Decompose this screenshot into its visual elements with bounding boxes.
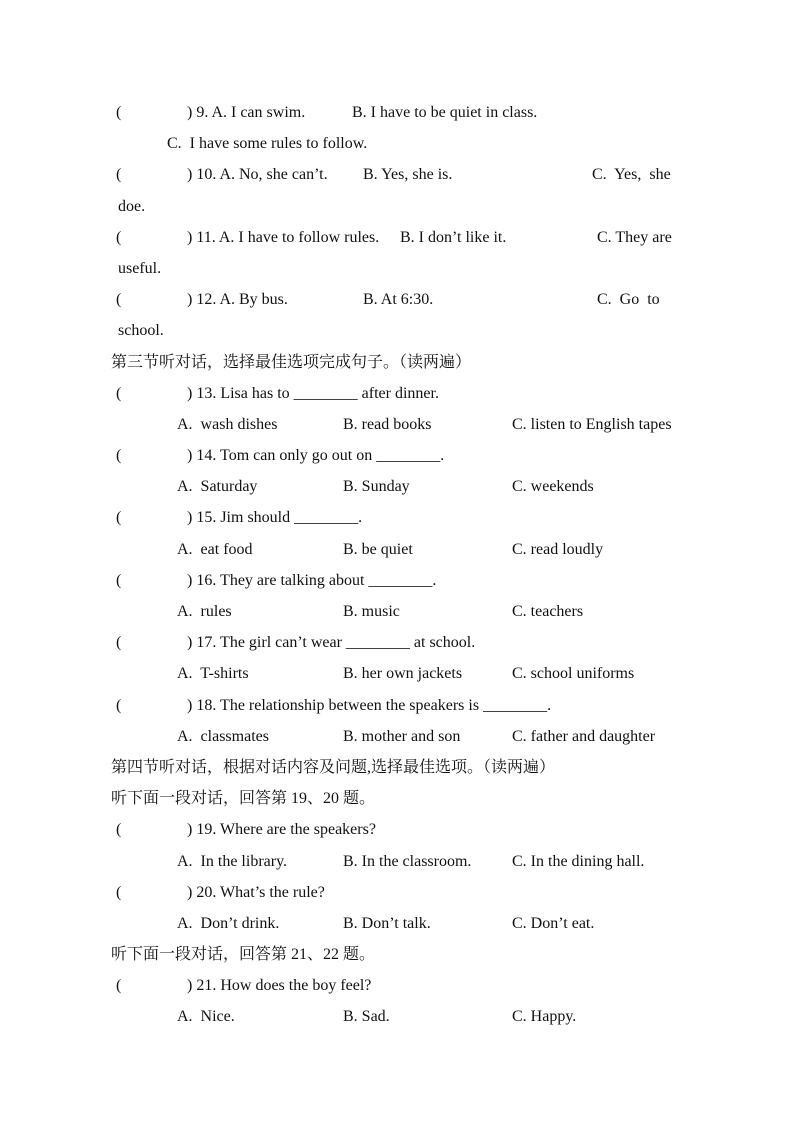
question-row	[0, 690, 793, 721]
line-text: useful.	[118, 259, 162, 277]
option-c-text: C. In the dining hall.	[512, 852, 645, 870]
options-row	[0, 596, 793, 627]
option-b-text: B. I don’t like it.	[400, 228, 507, 246]
answer-paren-open: (	[116, 228, 122, 246]
option-b-text: B. read books	[343, 415, 432, 433]
answer-paren-open: (	[116, 509, 122, 527]
option-b-text: B. music	[343, 603, 400, 620]
question-text: ) 10. A. No, she can’t.	[187, 166, 328, 184]
option-c-text: C. school uniforms	[512, 665, 635, 683]
section-header-text: 听下面一段对话，回答第 19、20 题。	[111, 790, 376, 808]
options-row	[0, 658, 793, 689]
options-row	[0, 721, 793, 752]
option-c-text: C. Don’t eat.	[512, 914, 595, 932]
section-header-text: 第四节听对话，根据对话内容及问题,选择最佳选项。（读两遍）	[111, 758, 556, 776]
answer-paren-open: (	[116, 166, 122, 184]
option-b-text: B. Sunday	[343, 478, 410, 496]
line-text: school.	[118, 322, 164, 340]
option-a-text: A. Saturday	[177, 478, 258, 496]
options-row	[0, 846, 793, 877]
line-text: C. I have some rules to follow.	[167, 135, 368, 153]
option-b-text: B. her own jackets	[343, 665, 463, 683]
answer-paren-open: (	[116, 977, 122, 995]
answer-paren-open: (	[116, 384, 122, 402]
options-row	[0, 409, 793, 440]
answer-paren-open: (	[116, 571, 122, 589]
question-row	[0, 502, 793, 533]
options-row	[0, 471, 793, 502]
options-row	[0, 908, 793, 939]
section-header	[0, 347, 793, 378]
question-row	[0, 284, 793, 315]
option-b-text: B. At 6:30.	[363, 291, 434, 309]
question-row	[0, 97, 793, 128]
question-row	[0, 877, 793, 908]
answer-paren-open: (	[116, 104, 122, 121]
option-a-text: A. T-shirts	[177, 665, 249, 683]
answer-paren-open: (	[116, 821, 122, 839]
line-text: doe.	[118, 197, 146, 215]
question-row	[0, 627, 793, 658]
document-body	[0, 97, 793, 1033]
question-row	[0, 970, 793, 1001]
question-text: ) 18. The relationship between the speakers is ________.	[187, 696, 552, 714]
question-row	[0, 159, 793, 190]
question-text: ) 13. Lisa has to ________ after dinner.	[187, 384, 439, 402]
question-text: ) 17. The girl can’t wear ________ at school.	[187, 634, 476, 652]
option-c-text: C. listen to English tapes	[512, 415, 672, 433]
section-header	[0, 783, 793, 814]
option-c-text: C. They are	[597, 228, 672, 246]
continuation-line	[0, 253, 793, 284]
option-b-text: B. Sad.	[343, 1008, 390, 1026]
answer-paren-open: (	[116, 883, 122, 901]
section-header-text: 第三节听对话，选择最佳选项完成句子。（读两遍）	[111, 353, 472, 371]
option-a-text: A. Don’t drink.	[177, 914, 280, 932]
question-text: ) 14. Tom can only go out on ________.	[187, 447, 445, 465]
option-b-text: B. In the classroom.	[343, 852, 472, 870]
answer-paren-open: (	[116, 447, 122, 465]
option-b-text: B. be quiet	[343, 540, 413, 558]
option-a-text: A. Nice.	[177, 1008, 235, 1026]
question-text: ) 9. A. I can swim.	[187, 104, 306, 121]
question-text: ) 15. Jim should ________.	[187, 509, 363, 527]
question-row	[0, 378, 793, 409]
question-text: ) 16. They are talking about ________.	[187, 571, 437, 589]
continuation-line	[0, 315, 793, 346]
question-row	[0, 440, 793, 471]
option-c-text: C. weekends	[512, 478, 594, 496]
answer-paren-open: (	[116, 634, 122, 652]
option-a-text: A. rules	[177, 603, 232, 620]
option-c-text: C. read loudly	[512, 540, 604, 558]
option-c-text: C. father and daughter	[512, 727, 656, 745]
question-text: ) 19. Where are the speakers?	[187, 821, 376, 839]
option-a-text: A. wash dishes	[177, 415, 278, 433]
section-header	[0, 939, 793, 970]
section-header	[0, 752, 793, 783]
options-row	[0, 1001, 793, 1032]
option-c-text: C. Happy.	[512, 1008, 577, 1026]
option-c-text: C. teachers	[512, 603, 584, 620]
option-a-text: A. eat food	[177, 540, 253, 558]
question-text: ) 21. How does the boy feel?	[187, 977, 372, 995]
option-b-text: B. Yes, she is.	[363, 166, 453, 184]
option-a-text: A. In the library.	[177, 852, 288, 870]
answer-paren-open: (	[116, 291, 122, 309]
option-b-text: B. Don’t talk.	[343, 914, 431, 932]
option-a-text: A. classmates	[177, 727, 269, 745]
question-row	[0, 222, 793, 253]
question-text: ) 11. A. I have to follow rules.	[187, 228, 380, 246]
option-b-text: B. mother and son	[343, 727, 461, 745]
section-header-text: 听下面一段对话，回答第 21、22 题。	[111, 946, 376, 964]
question-text: ) 20. What’s the rule?	[187, 883, 325, 901]
answer-paren-open: (	[116, 696, 122, 714]
continuation-line	[0, 191, 793, 222]
option-c-line	[0, 128, 793, 159]
option-c-text: C. Go to	[597, 291, 660, 309]
option-b-text: B. I have to be quiet in class.	[352, 104, 538, 121]
question-row	[0, 565, 793, 596]
question-row	[0, 814, 793, 845]
question-text: ) 12. A. By bus.	[187, 291, 288, 309]
option-c-text: C. Yes, she	[592, 166, 671, 184]
options-row	[0, 534, 793, 565]
